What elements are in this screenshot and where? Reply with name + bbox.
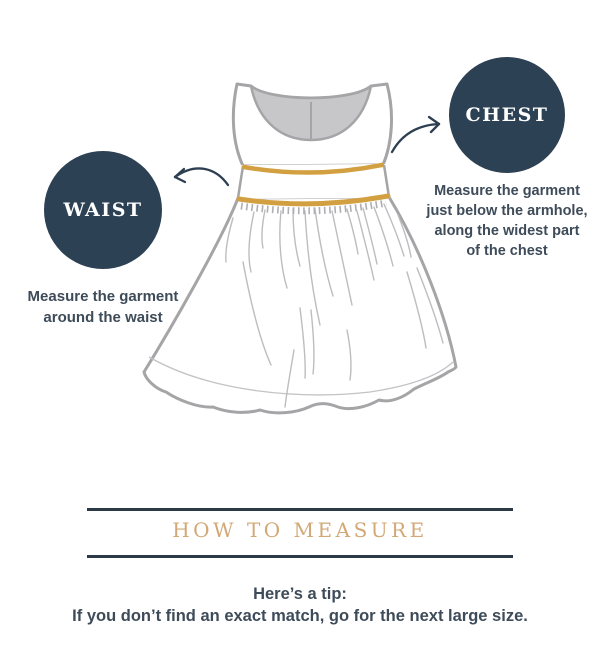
divider-bottom [87,555,513,558]
tip-title: Here’s a tip: [253,585,347,603]
chest-caption-line: just below the armhole, [426,203,588,219]
waist-caption [3,286,203,328]
waist-arrow [175,168,228,185]
waist-caption-line: Measure the garment [27,288,179,305]
waist-caption-line: around the waist [43,309,163,326]
waist-badge-label: WAIST [63,199,143,221]
chest-caption-line: along the widest part [434,223,580,239]
chest-caption [417,181,597,261]
chest-caption-line: of the chest [466,243,548,259]
chest-arrow [392,117,439,152]
chest-badge-label: CHEST [465,104,549,126]
waist-badge [44,151,162,269]
tip-text: If you don’t find an exact match, go for the next large size. [72,607,528,625]
chest-badge [449,57,565,173]
divider-top [87,508,513,511]
how-to-measure-heading: HOW TO MEASURE [172,518,428,542]
chest-caption-line: Measure the garment [434,183,580,199]
